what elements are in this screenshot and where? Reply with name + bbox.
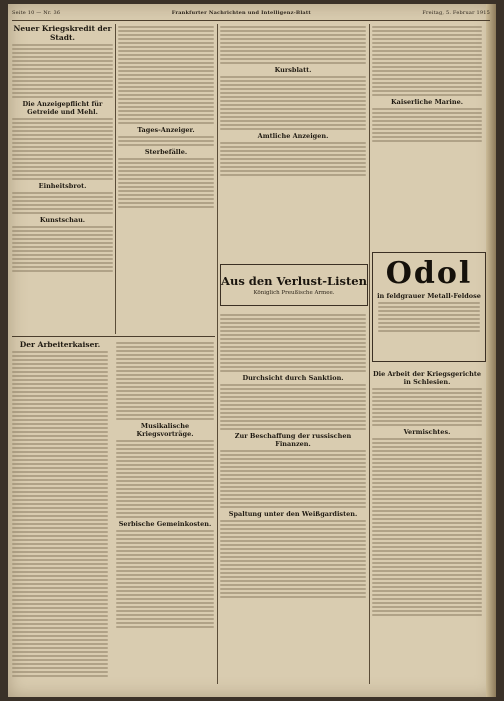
column-2: [118, 24, 214, 332]
article-body: [372, 388, 482, 426]
column-rule: [369, 24, 370, 684]
article-heading: Der Arbeiterkaiser.: [19, 340, 101, 349]
column-1: [12, 24, 113, 332]
lower-column-4: [372, 370, 482, 690]
article-heading: Amtliche Anzeigen.: [257, 132, 329, 140]
article-body: [372, 26, 482, 96]
page-header: [12, 8, 490, 18]
article-heading: Tages-Anzeiger.: [137, 126, 195, 134]
article-heading: Durchsicht durch Sanktion.: [242, 374, 344, 382]
issue-date: Freitag, 5. Februar 1915: [422, 10, 490, 16]
odol-tagline: in feldgrauer Metall-Feldose: [377, 292, 481, 300]
column-4: [372, 24, 482, 274]
newspaper-title: Frankfurter Nachrichten und Intelligenz-Blatt: [171, 10, 311, 16]
article-body: [12, 118, 113, 180]
article-body: [372, 108, 482, 142]
article-body: [372, 438, 482, 616]
article-heading: Kaiserliche Marine.: [391, 98, 463, 106]
ad-body: [373, 302, 485, 332]
lower-column-1: [12, 340, 108, 690]
article-body: [118, 26, 214, 124]
article-body: [116, 530, 214, 628]
header-rule: [12, 20, 490, 21]
odol-advertisement: [372, 252, 486, 362]
column-3: [220, 24, 366, 264]
article-heading: Die Anzeigepflicht für Getreide und Mehl.: [22, 100, 103, 116]
verlust-heading: Aus den Verlust-Listen: [221, 273, 367, 288]
article-body: [118, 158, 214, 208]
article-body: [220, 520, 366, 598]
section-rule: [12, 336, 215, 337]
verlust-listen-box: [220, 264, 368, 306]
column-rule: [115, 24, 116, 334]
lower-column-2: [116, 340, 214, 690]
article-heading: Vermischtes.: [403, 428, 451, 436]
article-body: [12, 44, 113, 98]
article-body: [220, 26, 366, 64]
article-heading: Zur Beschaffung der russischen Finanzen.: [234, 432, 352, 448]
column-rule: [217, 24, 218, 684]
article-body: [12, 192, 113, 214]
article-heading: Neuer Kriegskredit der Stadt.: [13, 24, 112, 42]
article-heading: Sterbefälle.: [144, 148, 188, 156]
verlust-subheading: Königlich Preußische Armee.: [253, 289, 335, 296]
article-heading: Spaltung unter den Weißgardisten.: [228, 510, 358, 518]
odol-logo: Odol: [385, 256, 473, 291]
article-body: [116, 342, 214, 420]
book-spine: [486, 4, 496, 697]
article-body: [220, 314, 366, 372]
article-heading: Kunstschau.: [39, 216, 86, 224]
article-body: [220, 76, 366, 130]
page-number: Seite 10 — Nr. 36: [12, 10, 61, 16]
article-heading: Einheitsbrot.: [38, 182, 87, 190]
article-body: [220, 450, 366, 508]
article-body: [118, 136, 214, 146]
article-body: [116, 440, 214, 518]
article-heading: Musikalische Kriegsvorträge.: [136, 422, 194, 438]
article-body: [12, 226, 113, 272]
article-heading: Kursblatt.: [274, 66, 312, 74]
article-heading: Serbische Gemeinkosten.: [118, 520, 212, 528]
article-body: [12, 351, 108, 677]
lower-column-3: [220, 312, 366, 662]
article-body: [220, 142, 366, 176]
article-body: [220, 384, 366, 430]
article-heading: Die Arbeit der Kriegsgerichte in Schlesien.: [372, 370, 482, 386]
